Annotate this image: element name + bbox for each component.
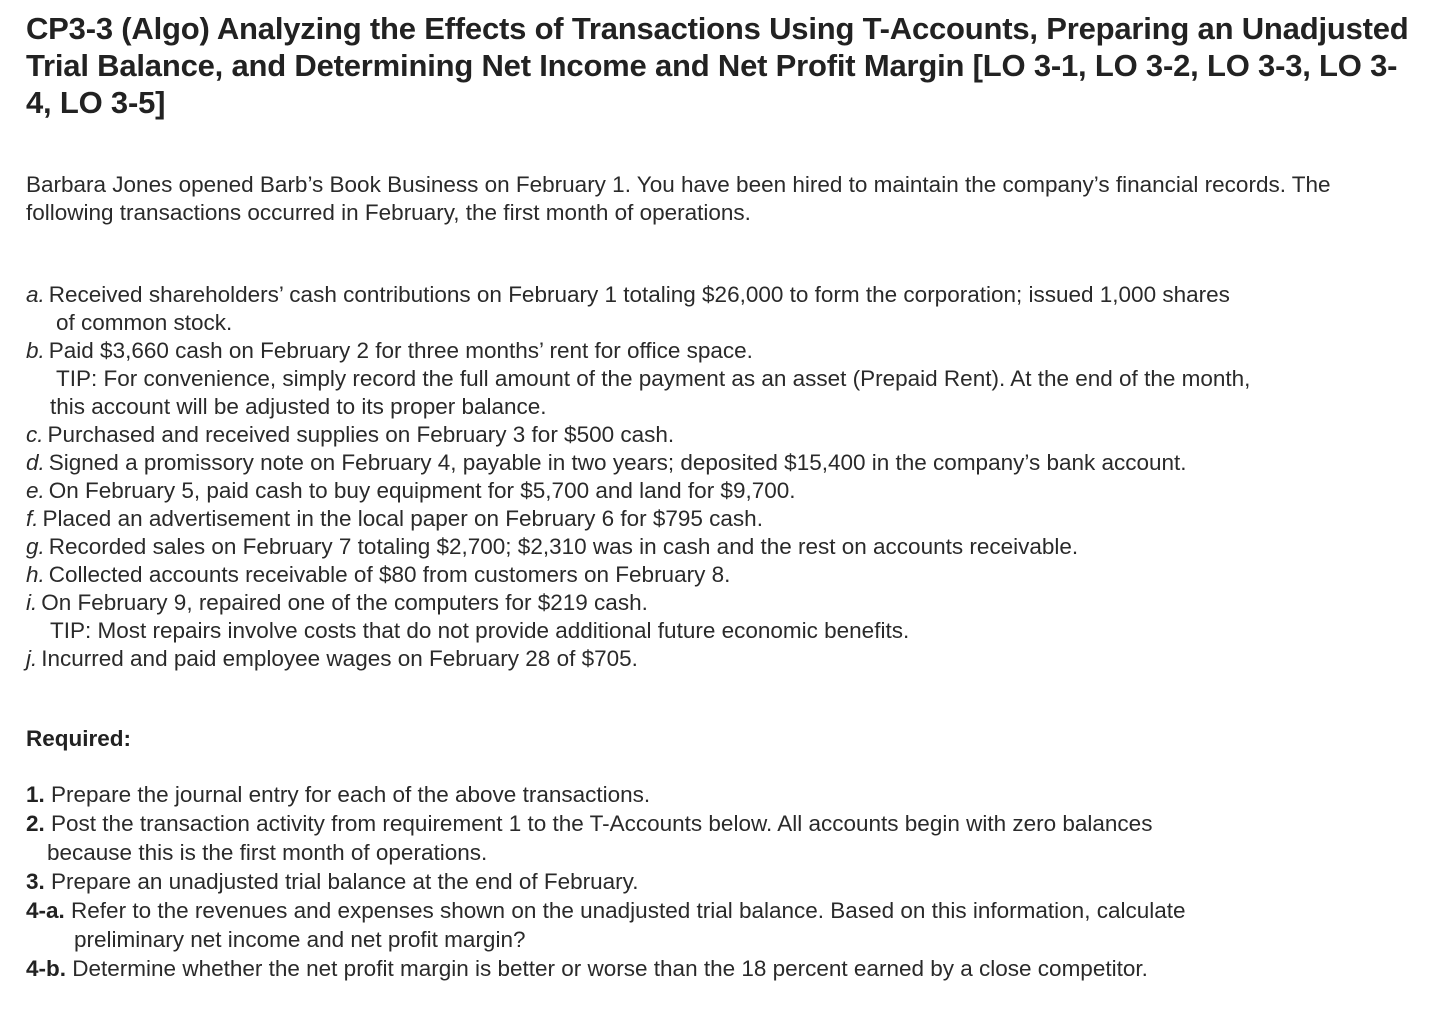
transaction-text: Signed a promissory note on February 4, payable in two years; deposited $15,400 in the company’s bank account. xyxy=(48,450,1187,475)
requirement-3 xyxy=(26,867,1421,896)
requirement-4b xyxy=(26,954,1421,983)
transaction-text: Incurred and paid employee wages on February 28 of $705. xyxy=(41,646,638,671)
requirement-text: Refer to the revenues and expenses shown on the unadjusted trial balance. Based on this information, calculate xyxy=(71,898,1186,923)
requirement-number: 2. xyxy=(26,811,45,836)
transaction-h xyxy=(26,561,1421,589)
requirement-4a xyxy=(26,896,1421,954)
tip-text-continued: this account will be adjusted to its proper balance. xyxy=(50,394,547,419)
transaction-text: On February 9, repaired one of the computers for $219 cash. xyxy=(41,590,648,615)
transaction-d xyxy=(26,449,1421,477)
transaction-letter: i. xyxy=(26,590,38,615)
transaction-text: Purchased and received supplies on February 3 for $500 cash. xyxy=(47,422,675,447)
transaction-i xyxy=(26,589,1421,645)
requirement-text-continued: because this is the first month of operations. xyxy=(47,840,488,865)
transaction-text-continued: of common stock. xyxy=(56,310,233,335)
transaction-b xyxy=(26,337,1421,421)
requirements-list xyxy=(26,780,1421,983)
requirement-1 xyxy=(26,780,1421,809)
transaction-text: Received shareholders’ cash contributions on February 1 totaling $26,000 to form the corporation; issued 1,000 shares xyxy=(48,282,1230,307)
requirement-text-continued: preliminary net income and net profit margin? xyxy=(74,927,526,952)
transaction-c xyxy=(26,421,1421,449)
transaction-letter: c. xyxy=(26,422,44,447)
transaction-text: Placed an advertisement in the local paper on February 6 for $795 cash. xyxy=(42,506,763,531)
transaction-text: Recorded sales on February 7 totaling $2,700; $2,310 was in cash and the rest on accounts receivable. xyxy=(48,534,1079,559)
requirement-number: 3. xyxy=(26,869,45,894)
requirement-text: Prepare an unadjusted trial balance at the end of February. xyxy=(51,869,639,894)
tip-text: TIP: For convenience, simply record the full amount of the payment as an asset (Prepaid Rent). At the end of the month, xyxy=(56,366,1251,391)
transaction-text: Collected accounts receivable of $80 from customers on February 8. xyxy=(48,562,731,587)
transaction-j xyxy=(26,645,1421,673)
transaction-letter: h. xyxy=(26,562,45,587)
requirement-number: 4-b. xyxy=(26,956,67,981)
requirement-text: Post the transaction activity from requirement 1 to the T-Accounts below. All accounts begin with zero balances xyxy=(51,811,1153,836)
transaction-text: On February 5, paid cash to buy equipment for $5,700 and land for $9,700. xyxy=(48,478,796,503)
transaction-tip: TIP: Most repairs involve costs that do not provide additional future economic benefits. xyxy=(50,618,910,643)
requirement-text: Prepare the journal entry for each of the above transactions. xyxy=(51,782,651,807)
transaction-letter: f. xyxy=(26,506,39,531)
transaction-text: Paid $3,660 cash on February 2 for three months’ rent for office space. xyxy=(48,338,753,363)
transaction-letter: d. xyxy=(26,450,45,475)
problem-intro: Barbara Jones opened Barb’s Book Business on February 1. You have been hired to maintain the company’s financial records. The following transactions occurred in February, the first month of operations. xyxy=(26,172,1331,225)
transaction-tip xyxy=(26,365,1421,421)
transaction-g xyxy=(26,533,1421,561)
requirement-number: 4-a. xyxy=(26,898,65,923)
transaction-letter: e. xyxy=(26,478,45,503)
transaction-a xyxy=(26,281,1421,337)
transaction-letter: j. xyxy=(26,646,38,671)
transaction-letter: a. xyxy=(26,282,45,307)
transaction-letter: g. xyxy=(26,534,45,559)
transaction-f xyxy=(26,505,1421,533)
transaction-letter: b. xyxy=(26,338,45,363)
required-heading: Required: xyxy=(26,726,132,751)
transaction-e xyxy=(26,477,1421,505)
requirement-text: Determine whether the net profit margin is better or worse than the 18 percent earned by a close competitor. xyxy=(72,956,1148,981)
requirement-number: 1. xyxy=(26,782,45,807)
transactions-list xyxy=(26,281,1421,673)
requirement-2 xyxy=(26,809,1421,867)
problem-title: CP3-3 (Algo) Analyzing the Effects of Transactions Using T-Accounts, Preparing an Unadjusted Trial Balance, and Determining Net Income and Net Profit Margin [LO 3-1, LO 3-2, LO 3-3, LO 3-4, LO 3-5] xyxy=(26,11,1409,120)
